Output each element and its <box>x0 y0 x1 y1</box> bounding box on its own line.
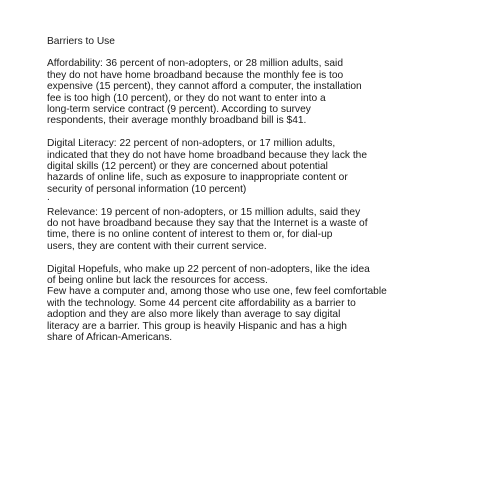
text-line: long-term service contract (9 percent). According to survey <box>47 104 311 116</box>
text-line: security of personal information (10 percent) <box>47 183 247 195</box>
text-line: time, there is no online content of interest to them or, for dial-up <box>47 229 333 241</box>
text-line: Relevance: 19 percent of non-adopters, or 15 million adults, said they <box>47 206 361 218</box>
text-line: literacy are a barrier. This group is heavily Hispanic and has a high <box>47 320 347 332</box>
text-line: hazards of online life, such as exposure to inappropriate content or <box>47 172 348 184</box>
text-line: they do not have home broadband because the monthly fee is too <box>47 69 344 81</box>
text-line: Digital Hopefuls, who make up 22 percent of non-adopters, like the idea <box>47 263 370 275</box>
paragraph-digital-hopefuls <box>47 264 487 344</box>
text-line: adoption and they are also more likely than average to say digital <box>47 309 341 321</box>
text-line: do not have broadband because they say that the Internet is a waste of <box>47 218 368 230</box>
text-line: fee is too high (10 percent), or they do not want to enter into a <box>47 92 326 104</box>
text-line: digital skills (12 percent) or they are concerned about potential <box>47 161 328 173</box>
document-title: Barriers to Use <box>47 36 115 47</box>
text-line: expensive (15 percent), they cannot afford a computer, the installation <box>47 81 362 93</box>
text-line: Few have a computer and, among those who use one, few feel comfortable <box>47 286 387 298</box>
trailing-period: . <box>47 192 50 204</box>
text-line: with the technology. Some 44 percent cite affordability as a barrier to <box>47 297 356 309</box>
text-line: share of African-Americans. <box>47 332 173 344</box>
text-line: of being online but lack the resources for access. <box>47 275 268 287</box>
paragraph-affordability <box>47 58 487 126</box>
paragraph-relevance <box>47 207 487 253</box>
text-line: Digital Literacy: 22 percent of non-adopters, or 17 million adults, <box>47 138 336 150</box>
document-body <box>47 36 487 355</box>
text-line: indicated that they do not have home broadband because they lack the <box>47 149 368 161</box>
paragraph-digital-literacy <box>47 138 487 206</box>
text-line: respondents, their average monthly broadband bill is $41. <box>47 115 307 127</box>
text-line: Affordability: 36 percent of non-adopters, or 28 million adults, said <box>47 58 343 70</box>
text-line: users, they are content with their current service. <box>47 240 267 252</box>
